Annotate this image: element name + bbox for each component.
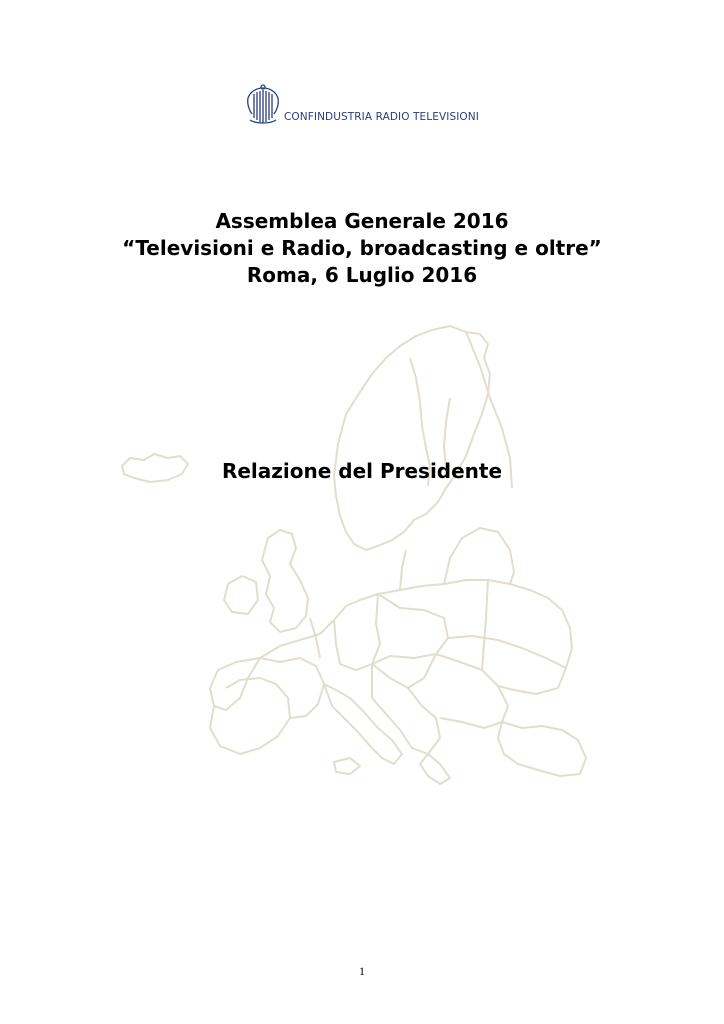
page-number: 1 <box>359 964 365 978</box>
eagle-emblem-icon <box>244 84 282 126</box>
title-line-place-date: Roma, 6 Luglio 2016 <box>246 263 478 287</box>
document-title <box>0 208 724 289</box>
title-line-theme: “Televisioni e Radio, broadcasting e oltre” <box>122 236 602 260</box>
logo-text: CONFINDUSTRIA RADIO TELEVISIONI <box>284 111 479 123</box>
confindustria-logo <box>244 84 479 126</box>
document-subtitle: Relazione del Presidente <box>221 459 503 483</box>
europe-map-icon <box>110 318 590 788</box>
title-line-assembly: Assemblea Generale 2016 <box>215 209 509 233</box>
